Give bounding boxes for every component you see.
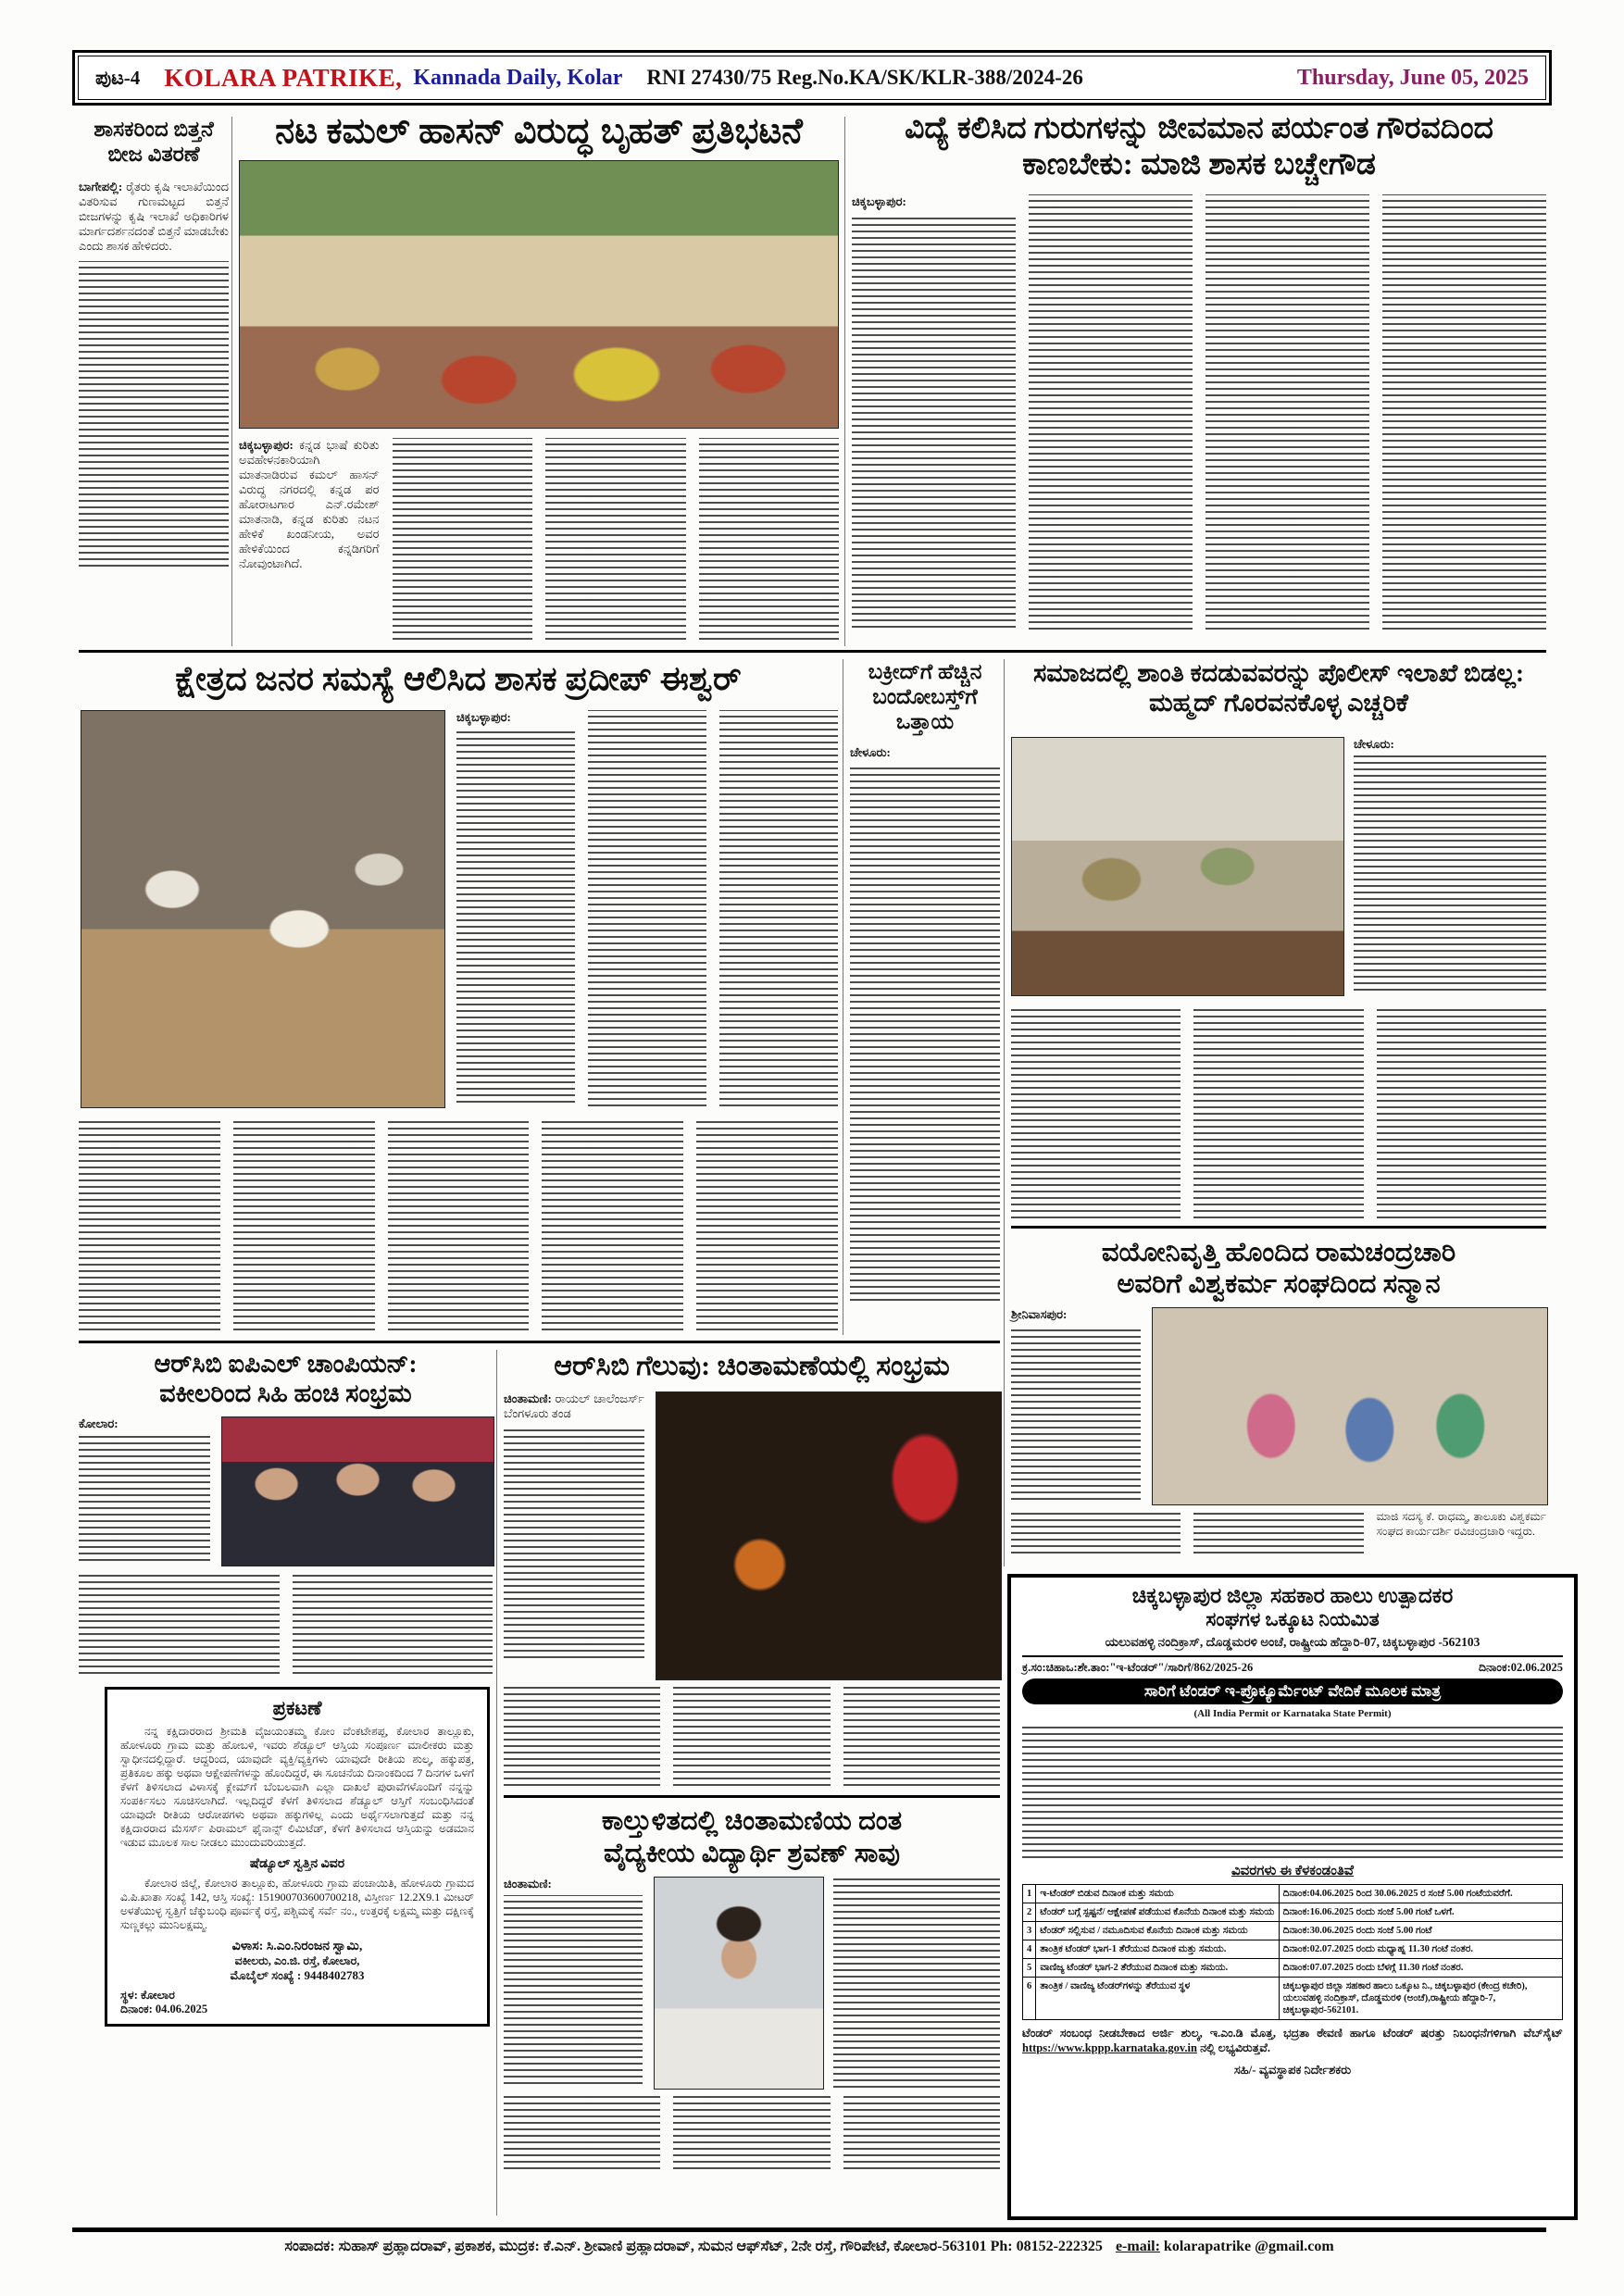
lead-text: ಕನ್ನಡ ಭಾಷೆ ಕುರಿತು ಅವಹೇಳನಕಾರಿಯಾಗಿ ಮಾತನಾಡಿರುವ ಕಮಲ್ ಹಾಸನ್ ವಿರುದ್ಧ ನಗರದಲ್ಲಿ ಕನ್ನಡ ಪರ ಹೋರಾಟಗಾರ ಎನ್.ರಮೇಶ್ ಮಾತನಾಡಿ, ಕನ್ನಡ ಕುರಿತು ನಟನ ಹೇಳಿಕೆ ಖಂಡನೀಯ, ಅವರ ಹೇಳಿಕೆಯಿಂದ ಕನ್ನಡಿಗರಿಗೆ ನೋವುಂಟಾಗಿದೆ. [239, 437, 380, 570]
section-rule [79, 1341, 1000, 1343]
row-desc: ಇ-ಟೆಂಡರ್ ಬಿಡುವ ದಿನಾಂಕ ಮತ್ತು ಸಮಯ [1036, 1884, 1279, 1903]
row-number: 5 [1023, 1958, 1036, 1977]
notice-subhead: ಷೆಡ್ಯೂಲ್ ಸ್ವತ್ತಿನ ವಿವರ [249, 1857, 345, 1872]
tender-footer-post: ನಲ್ಲಿ ಲಭ್ಯವಿರುತ್ತವೆ. [1196, 2040, 1270, 2054]
body-text-columns [79, 1435, 210, 1561]
imprint-text: ಸಂಪಾದಕ: ಸುಹಾಸ್ ಪ್ರಹ್ಲಾದರಾವ್, ಪ್ರಕಾಶಕ, ಮುದ್ರಕ: ಕೆ.ಎನ್. ಶ್ರೀವಾಣಿ ಪ್ರಹ್ಲಾದರಾವ್, ಸುಮನ ಆಫ್‌ಸೆಟ್, 2ನೇ ರಸ್ತೆ, ಗೌರಿಪೇಟೆ, ಕೋಲಾರ-563101 Ph: 08152-222325 [284, 2239, 1103, 2254]
row-value: ದಿನಾಂಕ:04.06.2025 ರಿಂದ 30.06.2025 ರ ಸಂಜೆ 5.00 ಗಂಟೆಯವರೆಗೆ. [1279, 1884, 1562, 1903]
row-desc: ಟೆಂಡರ್ ಬಗ್ಗೆ ಸ್ಪಷ್ಟನೆ/ ಆಕ್ಷೇಪಣೆ ಪಡೆಯುವ ಕೊನೆಯ ದಿನಾಂಕ ಮತ್ತು ಸಮಯ [1036, 1903, 1279, 1921]
footer-rule [72, 2227, 1546, 2232]
body-text-columns [1377, 1005, 1546, 1218]
dateline: ಚಿಕ್ಕಬಳ್ಳಾಪುರ: [239, 437, 294, 452]
photo-police-meeting [1011, 737, 1344, 996]
headline: ನಟ ಕಮಲ್ ಹಾಸನ್ ವಿರುದ್ಧ ಬೃಹತ್ ಪ್ರತಿಭಟನೆ [275, 112, 803, 151]
paper-name: KOLARA PATRIKE, [164, 63, 403, 92]
body-text-columns [293, 1572, 493, 1674]
table-row [1023, 1903, 1563, 1921]
masthead-strip [78, 56, 1546, 100]
tender-title-line2: ಸಂಘಗಳ ಒಕ್ಕೂಟ ನಿಯಮಿತ [1206, 1608, 1380, 1631]
article-vishwakarma-honor [1011, 1237, 1546, 1554]
page-number: ಪುಟ-4 [95, 66, 141, 89]
headline: ಬಕ್ರೀದ್‌ಗೆ ಹೆಚ್ಚಿನ ಬಂದೋಬಸ್ತ್‌ಗೆ ಒತ್ತಾಯ [868, 660, 982, 734]
column-rule [496, 1350, 497, 2215]
tender-footer-note [1022, 2026, 1563, 2055]
row-desc: ಟೆಂಡರ್ ಸಲ್ಲಿಸುವ / ನಮೂದಿಸುವ ಕೊನೆಯ ದಿನಾಂಕ ಮತ್ತು ಸಮಯ [1036, 1921, 1279, 1940]
body-text-columns [1354, 755, 1546, 991]
headline: ವಿದ್ಯೆ ಕಲಿಸಿದ ಗುರುಗಳನ್ನು ಜೀವಮಾನ ಪರ್ಯಂತ ಗೌರವದಿಂದ ಕಾಣಬೇಕು: ಮಾಜಿ ಶಾಸಕ ಬಚ್ಚೇಗೌಡ [905, 112, 1493, 181]
notice-body: ನನ್ನ ಕಕ್ಷಿದಾರರಾದ ಶ್ರೀಮತಿ ವೈಜಯಂತಮ್ಮ ಕೋಂ ವೆಂಕಟೇಶಪ್ಪ, ಕೋಲಾರ ತಾಲ್ಲೂಕು, ಹೋಳೂರು ಗ್ರಾಮ ಮತ್ತು ಹೋಬಳಿ, ಇವರು ಶೆಡ್ಯೂಲ್ ಆಸ್ತಿಯ ಸಂಪೂರ್ಣ ಮಾಲೀಕರು ಮತ್ತು ಸ್ವಾಧೀನದಲ್ಲಿದ್ದಾರೆ. ಆದ್ದರಿಂದ, ಯಾವುದೇ ವ್ಯಕ್ತಿ/ವ್ಯಕ್ತಿಗಳು ಯಾವುದೇ ರೀತಿಯ ಶುಲ್ಕ, ಹಕ್ಕುಪತ್ರ, ಪ್ರತಿಕೂಲ ಹಕ್ಕು ಅಥವಾ ಆಕ್ಷೇಪಣೆಗಳನ್ನು ಹೊಂದಿದ್ದರೆ, ಈ ಸೂಚನೆಯ ದಿನಾಂಕದಿಂದ 7 ದಿನಗಳ ಒಳಗೆ ಕೆಳಗೆ ತಿಳಿಸಲಾದ ವಿಳಾಸಕ್ಕೆ ಕ್ಲೇಮ್‌ಗೆ ಬೆಂಬಲವಾಗಿ ಎಲ್ಲಾ ದಾಖಲೆ ಪುರಾವೆಗಳೊಂದಿಗೆ ನನ್ನನ್ನು ಸಂಪರ್ಕಿಸಲು ಸೂಚಿಸಲಾಗಿದೆ. ಇಲ್ಲದಿದ್ದರೆ ಕೆಳಗೆ ತಿಳಿಸಲಾದ ಶೆಡ್ಯೂಲ್ ಆಸ್ತಿಗೆ ಸಂಬಂಧಿಸಿದಂತೆ ಯಾವುದೇ ರೀತಿಯ ಆರೋಪಗಳು ಅಥವಾ ಹಕ್ಕುಗಳಿಲ್ಲ ಎಂದು ಅರ್ಥೈಸಲಾಗುತ್ತದೆ ಮತ್ತು ನನ್ನ ಕಕ್ಷಿದಾರರಾದ ಮೆಸರ್ಸ್ ಪಿರಾಮಲ್ ಫೈನಾನ್ಸ್ ಲಿಮಿಟೆಡ್, ಕೆಳಗೆ ತಿಳಿಸಲಾದ ಆಸ್ತಿಯನ್ನು ಅಡಮಾನ ಇಡುವ ಮೂಲಕ ಸಾಲ ನೀಡಲು ಮುಂದುವರಿಯುತ್ತದೆ. [120, 1725, 474, 1850]
section-rule [79, 650, 1546, 653]
headline: ಸಮಾಜದಲ್ಲಿ ಶಾಂತಿ ಕದಡುವವರನ್ನು ಪೊಲೀಸ್ ಇಲಾಖೆ ಬಿಡಲ್ಲ: ಮಹ್ಮದ್ ಗೊರವನಕೊಳ್ಳ ಎಚ್ಚರಿಕೆ [1032, 659, 1525, 717]
tender-signature: ಸಹಿ/- ವ್ಯವಸ್ಥಾಪಕ ನಿರ್ದೇಶಕರು [1233, 2062, 1352, 2077]
headline: ಶಾಸಕರಿಂದ ಬಿತ್ತನೆ ಬೀಜ ವಿತರಣೆ [94, 118, 214, 167]
row-value: ಚಿಕ್ಕಬಳ್ಳಾಪುರ ಜಿಲ್ಲಾ ಸಹಕಾರ ಹಾಲು ಒಕ್ಕೂಟ ನಿ., ಚಿಕ್ಕಬಳ್ಳಾಪುರ (ಕೇಂದ್ರ ಕಚೇರಿ), ಯಲುವಹಳ್ಳಿ ನಂದಿಕ್ರಾಸ್, ದೊಡ್ಡಮರಳಿ (ಅಂಚೆ),ರಾಷ್ಟ್ರೀಯ ಹೆದ್ದಾರಿ-7, ಚಿಕ್ಕಬಳ್ಳಾಪುರ-562101. [1279, 1977, 1562, 2019]
article-lead-column [456, 710, 575, 1106]
article-lead-column [852, 194, 1016, 630]
dateline: ಕೋಲಾರ: [79, 1416, 119, 1430]
lead-text: ರೈತರು ಕೃಷಿ ಇಲಾಖೆಯಿಂದ ವಿತರಿಸುವ ಗುಣಮಟ್ಟದ ಬಿತ್ತನೆ ಬೀಜಗಳನ್ನು ಕೃಷಿ ಇಲಾಖೆ ಅಧಿಕಾರಿಗಳ ಮಾರ್ಗದರ್ಶನದಂತೆ ಬಿತ್ತನೆ ಮಾಡಬೇಕು ಎಂದು ಶಾಸಕ ಹೇಳಿದರು. [79, 180, 229, 254]
body-text-columns [588, 710, 706, 1106]
body-text-columns [388, 1119, 530, 1330]
column-rule [231, 117, 232, 646]
headline-line1: ಕಾಲ್ತುಳಿತದಲ್ಲಿ ಚಿಂತಾಮಣಿಯ ದಂತ [601, 1806, 903, 1837]
masthead [72, 50, 1552, 106]
tender-website-url: https://www.kppp.karnataka.gov.in [1022, 2040, 1197, 2054]
headline-line1: ವಯೋನಿವೃತ್ತಿ ಹೊಂದಿದ ರಾಮಚಂದ್ರಚಾರಿ [1101, 1238, 1456, 1267]
body-text-columns [504, 1895, 643, 2084]
body-text-columns [1206, 194, 1369, 630]
notice-heading: ಪ್ರಕಟಣೆ [272, 1696, 322, 1719]
body-text-columns [542, 1119, 683, 1330]
body-text-columns [1011, 1005, 1181, 1218]
tender-ref-date: ದಿನಾಂಕ:02.06.2025 [1478, 1660, 1563, 1674]
body-text-columns [504, 1686, 660, 1786]
headline-line2: ವೈದ್ಯಕೀಯ ವಿದ್ಯಾರ್ಥಿ ಶ್ರವಣ್ ಸಾವು [603, 1838, 901, 1868]
section-rule [504, 1795, 1000, 1798]
body-text-columns [79, 1119, 220, 1330]
email-label: e-mail: [1115, 2239, 1160, 2254]
notice-schedule: ಕೋಲಾರ ಜಿಲ್ಲೆ, ಕೋಲಾರ ತಾಲ್ಲೂಕು, ಹೋಳೂರು ಗ್ರಾಮ ಪಂಚಾಯಿತಿ, ಹೋಳೂರು ಗ್ರಾಮದ ವಿ.ಪಿ.ಖಾತಾ ಸಂಖ್ಯೆ 142, ಆಸ್ತಿ ಸಂಖ್ಯೆ: 151900703600700218, ವಿಸ್ತೀರ್ಣ 12.2X9.1 ಮೀಟರ್ ಅಳತೆಯುಳ್ಳ ಸ್ವತ್ತಿಗೆ ಚೆಕ್ಕುಬಂಧಿ ಪೂರ್ವಕ್ಕೆ ರಸ್ತೆ, ಪಶ್ಚಿಮಕ್ಕೆ ಸರ್ವೆ ನಂ., ಉತ್ತರಕ್ಕೆ ಲಕ್ಷಮ್ಮ ಮತ್ತು ದಕ್ಷಿಣಕ್ಕೆ ಸುಣ್ಣಕಲ್ಲು ಮುನಿಲಕ್ಷಮ್ಮ. [120, 1877, 474, 1931]
article-rcb-lawyers [79, 1350, 493, 2220]
body-text-columns [79, 1572, 280, 1674]
article-stampede-death [504, 1805, 1000, 2168]
photo-night-celebration [656, 1391, 1002, 1680]
dateline: ಶ್ರೀನಿವಾಸಪುರ: [1011, 1307, 1068, 1322]
body-text-columns [852, 213, 1016, 628]
article-lead [79, 180, 229, 254]
body-text-columns [673, 2095, 830, 2169]
body-text-columns [1029, 194, 1193, 630]
column-rule [1004, 659, 1005, 1566]
row-desc: ತಾಂತ್ರಿಕ / ವಾಣಿಜ್ಯ ಟೆಂಡರ್‌ಗಳನ್ನು ತೆರೆಯುವ ಸ್ಥಳ [1036, 1977, 1279, 2019]
row-desc: ತಾಂತ್ರಿಕ ಟೆಂಡರ್ ಭಾಗ-1 ತೆರೆಯುವ ದಿನಾಂಕ ಮತ್ತು ಸಮಯ. [1036, 1940, 1279, 1958]
body-text-columns [719, 710, 838, 1106]
headline: ಆರ್‌ಸಿಬಿ ಗೆಲುವು: ಚಿಂತಾಮಣೆಯಲ್ಲಿ ಸಂಭ್ರಮ [554, 1351, 950, 1381]
headline-line1: ಆರ್‌ಸಿಬಿ ಐಪಿಎಲ್ ಚಾಂಪಿಯನ್: [154, 1350, 418, 1378]
email-address: kolarapatrike @gmail.com [1163, 2239, 1334, 2254]
tender-address: ಯಲುವಹಳ್ಳಿ ನಂದಿಕ್ರಾಸ್, ದೊಡ್ಡಮರಳಿ ಅಂಚೆ, ರಾಷ್ಟ್ರೀಯ ಹೆದ್ದಾರಿ-07, ಚಿಕ್ಕಬಳ್ಳಾಪುರ -562103 [1022, 1635, 1563, 1657]
photo-protest-crowd [239, 160, 839, 429]
notice-address-2: ವಕೀಲರು, ಎಂ.ಜಿ. ರಸ್ತೆ, ಕೋಲಾರ, [234, 1954, 360, 1967]
headline-line2: ವಕೀಲರಿಂದ ಸಿಹಿ ಹಂಚಿ ಸಂಭ್ರಮ [159, 1379, 412, 1407]
imprint-line [72, 2239, 1546, 2255]
article-pradeep-eshwar [79, 659, 838, 1338]
dateline: ಚಿಂತಾಮಣಿ: [504, 1391, 552, 1406]
photo-student-portrait [654, 1877, 824, 2090]
body-text-columns [1193, 1509, 1363, 1554]
dateline: ಚಿಕ್ಕಬಳ್ಳಾಪುರ: [456, 710, 511, 724]
body-text-columns [696, 1119, 838, 1330]
row-number: 1 [1023, 1884, 1036, 1903]
column-rule [844, 117, 845, 646]
row-value: ದಿನಾಂಕ:30.06.2025 ರಂದು ಸಂಜೆ 5.00 ಗಂಟೆ [1279, 1921, 1562, 1940]
tender-banner: ಸಾರಿಗೆ ಟೆಂಡರ್ ಇ-ಪ್ರೊಕ್ಯೂರ್ಮೆಂಟ್ ವೇದಿಕೆ ಮೂಲಕ ಮಾತ್ರ [1022, 1678, 1563, 1704]
notice-place: ಸ್ಥಳ: ಕೋಲಾರ [120, 1989, 175, 2002]
tender-table [1022, 1884, 1563, 2020]
headline-line2: ಅವರಿಗೆ ವಿಶ್ವಕರ್ಮ ಸಂಘದಿಂದ ಸನ್ಮಾನ [1117, 1269, 1441, 1300]
photo-felicitation [1152, 1307, 1548, 1505]
body-text-columns [850, 764, 1000, 1301]
row-number: 3 [1023, 1921, 1036, 1940]
body-text-columns [1193, 1005, 1363, 1218]
row-value: ದಿನಾಂಕ:16.06.2025 ರಂದು ಸಂಜೆ 5.00 ಗಂಟೆ ಒಳಗೆ. [1279, 1903, 1562, 1921]
body-text-columns [673, 1686, 830, 1786]
row-number: 6 [1023, 1977, 1036, 2019]
body-text-columns [699, 438, 840, 640]
dateline: ಚಿಂತಾಮಣಿ: [504, 1876, 552, 1890]
tender-footer-pre: ಟೆಂಡರ್ ಸಂಬಂಧ ನೀಡಬೇಕಾದ ಅರ್ಜಿ ಶುಲ್ಕ, ಇ.ಎಂ.ಡಿ ಮೊತ್ತ, ಭದ್ರತಾ ಠೇವಣಿ ಹಾಗೂ ಟೆಂಡರ್ ಷರತ್ತು ನಿಬಂಧನೆಗಳಿಗಾಗಿ ವೆಬ್‌ಸೈಟ್ [1022, 2026, 1563, 2040]
tender-notice-box [1007, 1574, 1578, 2220]
article-rcb-chintamani [504, 1350, 1000, 2220]
row-desc: ವಾಣಿಜ್ಯ ಟೆಂಡರ್ ಭಾಗ-2 ತೆರೆಯುವ ದಿನಾಂಕ ಮತ್ತು ಸಮಯ. [1036, 1958, 1279, 1977]
body-text-columns [79, 261, 229, 567]
dateline: ಚಿಕ್ಕಬಳ್ಳಾಪುರ: [852, 193, 906, 208]
row-value: ದಿನಾಂಕ:02.07.2025 ರಂದು ಮಧ್ಯಾಹ್ನ 11.30 ಗಂಟೆ ನಂತರ. [1279, 1940, 1562, 1958]
legal-notice-box [105, 1687, 490, 2027]
body-text-columns [1011, 1509, 1181, 1554]
body-text-columns [393, 438, 533, 640]
table-row [1023, 1977, 1563, 2019]
rni-registration: RNI 27430/75 Reg.No.KA/SK/KLR-388/2024-26 [646, 66, 1083, 89]
section-rule [1011, 1226, 1546, 1229]
body-text-columns [843, 1686, 1000, 1786]
body-text-columns [504, 2095, 660, 2169]
tender-table-title: ವಿವರಗಳು ಈ ಕೆಳಕಂಡಂತಿವೆ [1230, 1863, 1355, 1878]
body-text-columns [504, 1425, 644, 1658]
body-text-columns [1011, 1326, 1141, 1500]
body-text-columns [843, 2095, 1000, 2169]
article-bakrid-security [850, 659, 1000, 1335]
tender-title-line1: ಚಿಕ್ಕಬಳ್ಳಾಪುರ ಜಿಲ್ಲಾ ಸಹಕಾರ ಹಾಲು ಉತ್ಪಾದಕರ [1131, 1584, 1454, 1607]
body-text-columns [456, 729, 575, 1103]
tender-permit-note: (All India Permit or Karnataka State Permit) [1193, 1707, 1392, 1719]
notice-date: ದಿನಾಂಕ: 04.06.2025 [120, 2003, 208, 2015]
body-text-columns [233, 1119, 375, 1330]
article-seed-distribution [79, 117, 229, 646]
row-number: 2 [1023, 1903, 1036, 1921]
photo-lawyers-celebration [221, 1416, 494, 1566]
article-police-warning [1011, 659, 1546, 1566]
article-guru-respect [852, 111, 1546, 648]
table-row [1023, 1940, 1563, 1958]
paper-subtitle: Kannada Daily, Kolar [413, 65, 623, 90]
body-text-columns [1382, 194, 1546, 630]
article-kamal-protest [239, 111, 839, 648]
row-value: ದಿನಾಂಕ:07.07.2025 ರಂದು ಬೆಳಗ್ಗೆ 11.30 ಗಂಟೆ ನಂತರ. [1279, 1958, 1562, 1977]
dateline: ಚೇಳೂರು: [1354, 737, 1394, 751]
body-text-columns [545, 438, 686, 640]
notice-address-1: ವಿಳಾಸ: ಸಿ.ಎಂ.ನಿರಂಜನ ಸ್ವಾಮಿ, [231, 1940, 363, 1953]
article-lead [239, 438, 380, 640]
tender-conditions-text [1022, 1723, 1563, 1858]
issue-date: Thursday, June 05, 2025 [1296, 65, 1529, 90]
notice-phone: ಮೊಬೈಲ್ ಸಂಖ್ಯೆ : 9448402783 [230, 1968, 365, 1982]
table-row [1023, 1921, 1563, 1940]
body-text-columns [833, 1877, 1000, 2088]
dateline: ಚೇಳೂರು: [850, 745, 891, 760]
dateline: ಬಾಗೇಪಲ್ಲಿ: [79, 180, 123, 194]
body-snippet: ಮಾಜಿ ಸದಸ್ಯ ಕೆ. ರಾಧಮ್ಮ, ತಾಲೂಕು ವಿಶ್ವಕರ್ಮ ಸಂಘದ ಕಾರ್ಯದರ್ಶಿ ರವಿಚಂದ್ರಚಾರಿ ಇದ್ದರು. [1376, 1510, 1546, 1539]
lead-text: ರಾಯಲ್ ಚಾಲೆಂಜರ್ಸ್ ಬೆಂಗಳೂರು ತಂಡ [504, 1391, 644, 1421]
headline: ಕ್ಷೇತ್ರದ ಜನರ ಸಮಸ್ಯೆ ಆಲಿಸಿದ ಶಾಸಕ ಪ್ರದೀಪ್ ಈಶ್ವರ್ [175, 660, 742, 697]
row-number: 4 [1023, 1940, 1036, 1958]
tender-ref-number: ಕ್ರ.ಸಂ:ಚಿಹಾಒ:ಶೇ.ತಾಂ:"ಇ-ಟೆಂಡರ್"/ಸಾರಿಗೆ/862/2025-26 [1022, 1660, 1254, 1674]
table-row [1023, 1958, 1563, 1977]
table-row [1023, 1884, 1563, 1903]
photo-public-meeting [81, 710, 445, 1108]
